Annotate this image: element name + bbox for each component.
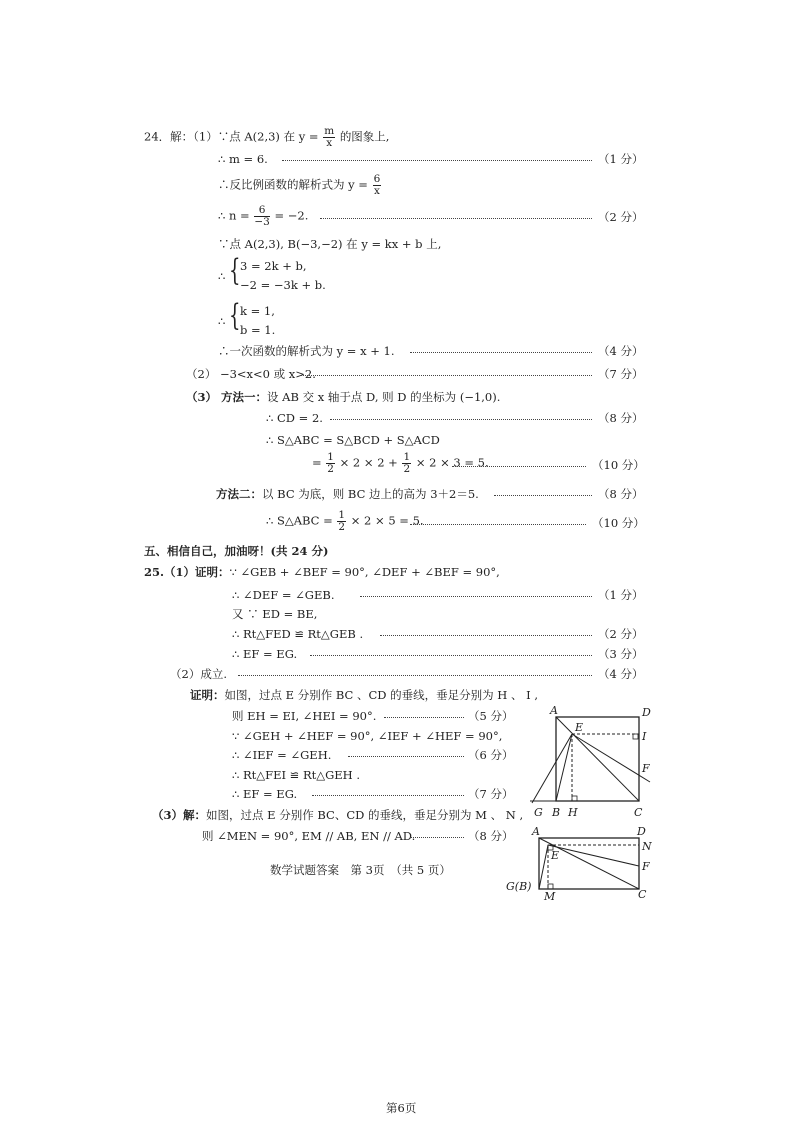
system1-eq1: 3 = 2k + b, [240,259,307,273]
fraction-numerator: m [324,125,335,137]
fraction-numerator: 1 [338,509,346,521]
fraction-numerator: 6 [254,205,269,217]
leader-dots [348,756,464,757]
q25-line1 [144,564,500,580]
fraction-denominator: 2 [338,521,346,533]
line-area-calc [312,452,489,475]
part3-method1 [186,389,500,405]
q25-line8: ∵ ∠GEH + ∠HEF = 90°, ∠IEF + ∠HEF = 90°, [232,729,503,743]
area2-result: × 2 × 5 = 5. [350,513,424,528]
segment-eg [539,845,548,889]
leader-dots [360,596,592,597]
system2-lead: ∴ [218,314,226,328]
page-footer: 数学试题答案 第 3页 （共 5 页） [270,863,451,877]
system1-brace: { [229,253,241,288]
leader-dots [300,375,592,376]
label-c: C [634,806,643,819]
line-area-method2 [266,510,424,533]
fraction-m-over-x [323,126,335,149]
score-q25-8: （8 分） [468,829,514,843]
q25-line4: ∴ Rt△FED ≌ Rt△GEB . [232,627,364,641]
leader-dots [384,717,464,718]
label-h: H [568,806,578,819]
system2-eq2: b = 1. [240,323,276,337]
geometry-figure-2 [500,822,660,902]
fraction-denominator: x [326,137,333,149]
right-angle-mark [633,734,638,739]
segment-ef [572,734,650,782]
fraction-denominator: x [373,185,380,197]
label-gb: G(B) [506,880,532,893]
part2-answer: （2） −3<x<0 或 x>2. [186,367,316,381]
label-b: B [552,806,561,819]
fraction-6-over-x [373,174,382,197]
fraction-numerator: 1 [403,451,411,463]
leader-dots [310,655,592,656]
segment-eb [556,734,572,801]
leader-dots [452,466,586,467]
system2-brace: { [229,298,241,333]
label-m: M [544,890,556,902]
q25-part3 [152,807,523,823]
n-value-result: = −2. [274,208,309,223]
q25-line2: ∴ ∠DEF = ∠GEB. [232,588,335,602]
line-inverse-function [218,174,382,197]
q24-header-text: 24．解：（1）∵点 A(2,3) 在 y = [144,129,319,144]
system2-eq1: k = 1, [240,304,275,318]
q25-line7: 则 EH = EI, ∠HEI = 90°. [232,709,377,723]
label-a: A [550,704,558,717]
fraction-denominator: 2 [327,463,334,475]
score-q25-6: （6 分） [468,748,514,762]
score-7: （7 分） [598,367,644,381]
line-linear-function: ∴一次函数的解析式为 y = x + 1. [218,344,395,358]
proof2-label: 证明： [190,688,225,702]
segment-ef [548,845,639,866]
leader-dots [380,635,592,636]
leader-dots [410,352,592,353]
label-e: E [551,849,560,862]
system1-eq2: −2 = −3k + b. [240,278,326,292]
fraction-denominator: 2 [403,463,411,475]
q25-line3: 又 ∵ ED = BE, [232,607,318,621]
score-1: （1 分） [598,152,644,166]
calc-part2: × 2 × 3 = 5. [415,455,489,470]
leader-dots [410,837,464,838]
leader-dots [238,675,592,676]
score-q25-3: （3 分） [598,647,644,661]
score-4: （4 分） [598,344,644,358]
fraction-denominator: −3 [254,216,270,228]
fraction-half [326,452,335,475]
line-points-on-line: ∵点 A(2,3), B(−3,−2) 在 y = kx + b 上, [218,237,442,251]
part3-text: 如图，过点 E 分别作 BC、CD 的垂线，垂足分别为 M 、 N , [206,808,524,822]
right-angle-mark [548,884,553,889]
score-8: （8 分） [598,411,644,425]
label-a: A [532,825,540,838]
part3-label: （3）解： [152,808,207,822]
line-area-sum: ∴ S△ABC = S△BCD + S△ACD [266,433,440,447]
geometry-figure-1 [520,700,660,822]
line-m-value: ∴ m = 6. [218,152,268,166]
calc-part1: × 2 × 2 + [339,455,398,470]
score-q25-5: （5 分） [468,709,514,723]
calc-equals: = [312,455,322,470]
leader-dots [312,795,464,796]
score-q25-2: （2 分） [598,627,644,641]
method1-label: （3） 方法一： [186,390,268,404]
fraction-6-over-neg3 [254,205,269,228]
method2-label: 方法二： [216,487,262,501]
leader-dots [494,495,592,496]
line-cd: ∴ CD = 2. [266,411,323,425]
label-f: F [642,762,650,775]
label-e: E [575,721,584,734]
score-10b: （10 分） [592,516,645,530]
inverse-function-text: ∴反比例函数的解析式为 y = [218,177,368,192]
fraction-half [402,452,411,475]
label-i: I [642,730,647,743]
fraction-numerator: 6 [373,173,381,185]
line-n-value [218,205,308,228]
leader-dots [330,419,592,420]
q25-proof2 [190,687,538,703]
q25-line10: ∴ Rt△FEI ≌ Rt△GEH . [232,768,361,782]
leader-dots [282,160,592,161]
section-title: 五、相信自己，加油呀！(共 24 分) [144,544,329,558]
area2-text: ∴ S△ABC = [266,513,333,528]
label-n: N [642,840,652,853]
score-q25-1: （1 分） [598,588,644,602]
proof2-text: 如图，过点 E 分别作 BC 、CD 的垂线，垂足分别为 H 、 I , [224,688,539,702]
label-f: F [642,860,650,873]
diagonal-ac [539,838,639,889]
method2-text: 以 BC 为底，则 BC 边上的高为 3＋2＝5. [262,487,479,501]
score-q25-4: （4 分） [598,667,644,681]
q25-line1-text: ∵ ∠GEB + ∠BEF = 90°, ∠DEF + ∠BEF = 90°, [229,565,500,579]
fraction-numerator: 1 [327,451,334,463]
q25-line13: 则 ∠MEN = 90°, EM // AB, EN // AD. [202,829,416,843]
score-2: （2 分） [598,210,644,224]
fraction-half [337,510,346,533]
label-d: D [642,706,651,719]
label-d: D [637,825,646,838]
method1-text: 设 AB 交 x 轴于点 D, 则 D 的坐标为 (−1,0). [267,390,501,404]
system1-lead: ∴ [218,269,226,283]
right-angle-mark [572,796,577,801]
score-10: （10 分） [592,458,645,472]
part3-method2 [216,486,479,502]
q25-line9: ∴ ∠IEF = ∠GEH. [232,748,332,762]
n-value-text: ∴ n = [218,208,250,223]
score-q25-7: （7 分） [468,787,514,801]
label-c: C [638,888,647,901]
segment-eg [532,734,572,803]
label-g: G [534,806,543,819]
q25-line11: ∴ EF = EG. [232,787,298,801]
leader-dots [410,524,586,525]
q24-header [144,126,389,149]
leader-dots [320,218,592,219]
diagonal-ac [556,717,639,801]
q24-header-tail: 的图象上, [339,129,390,144]
q25-part2: （2）成立. [170,667,227,681]
q25-proof-label: 25.（1）证明： [144,565,230,579]
page-number: 第6页 [386,1101,417,1115]
q25-line5: ∴ EF = EG. [232,647,298,661]
score-8b: （8 分） [598,487,644,501]
